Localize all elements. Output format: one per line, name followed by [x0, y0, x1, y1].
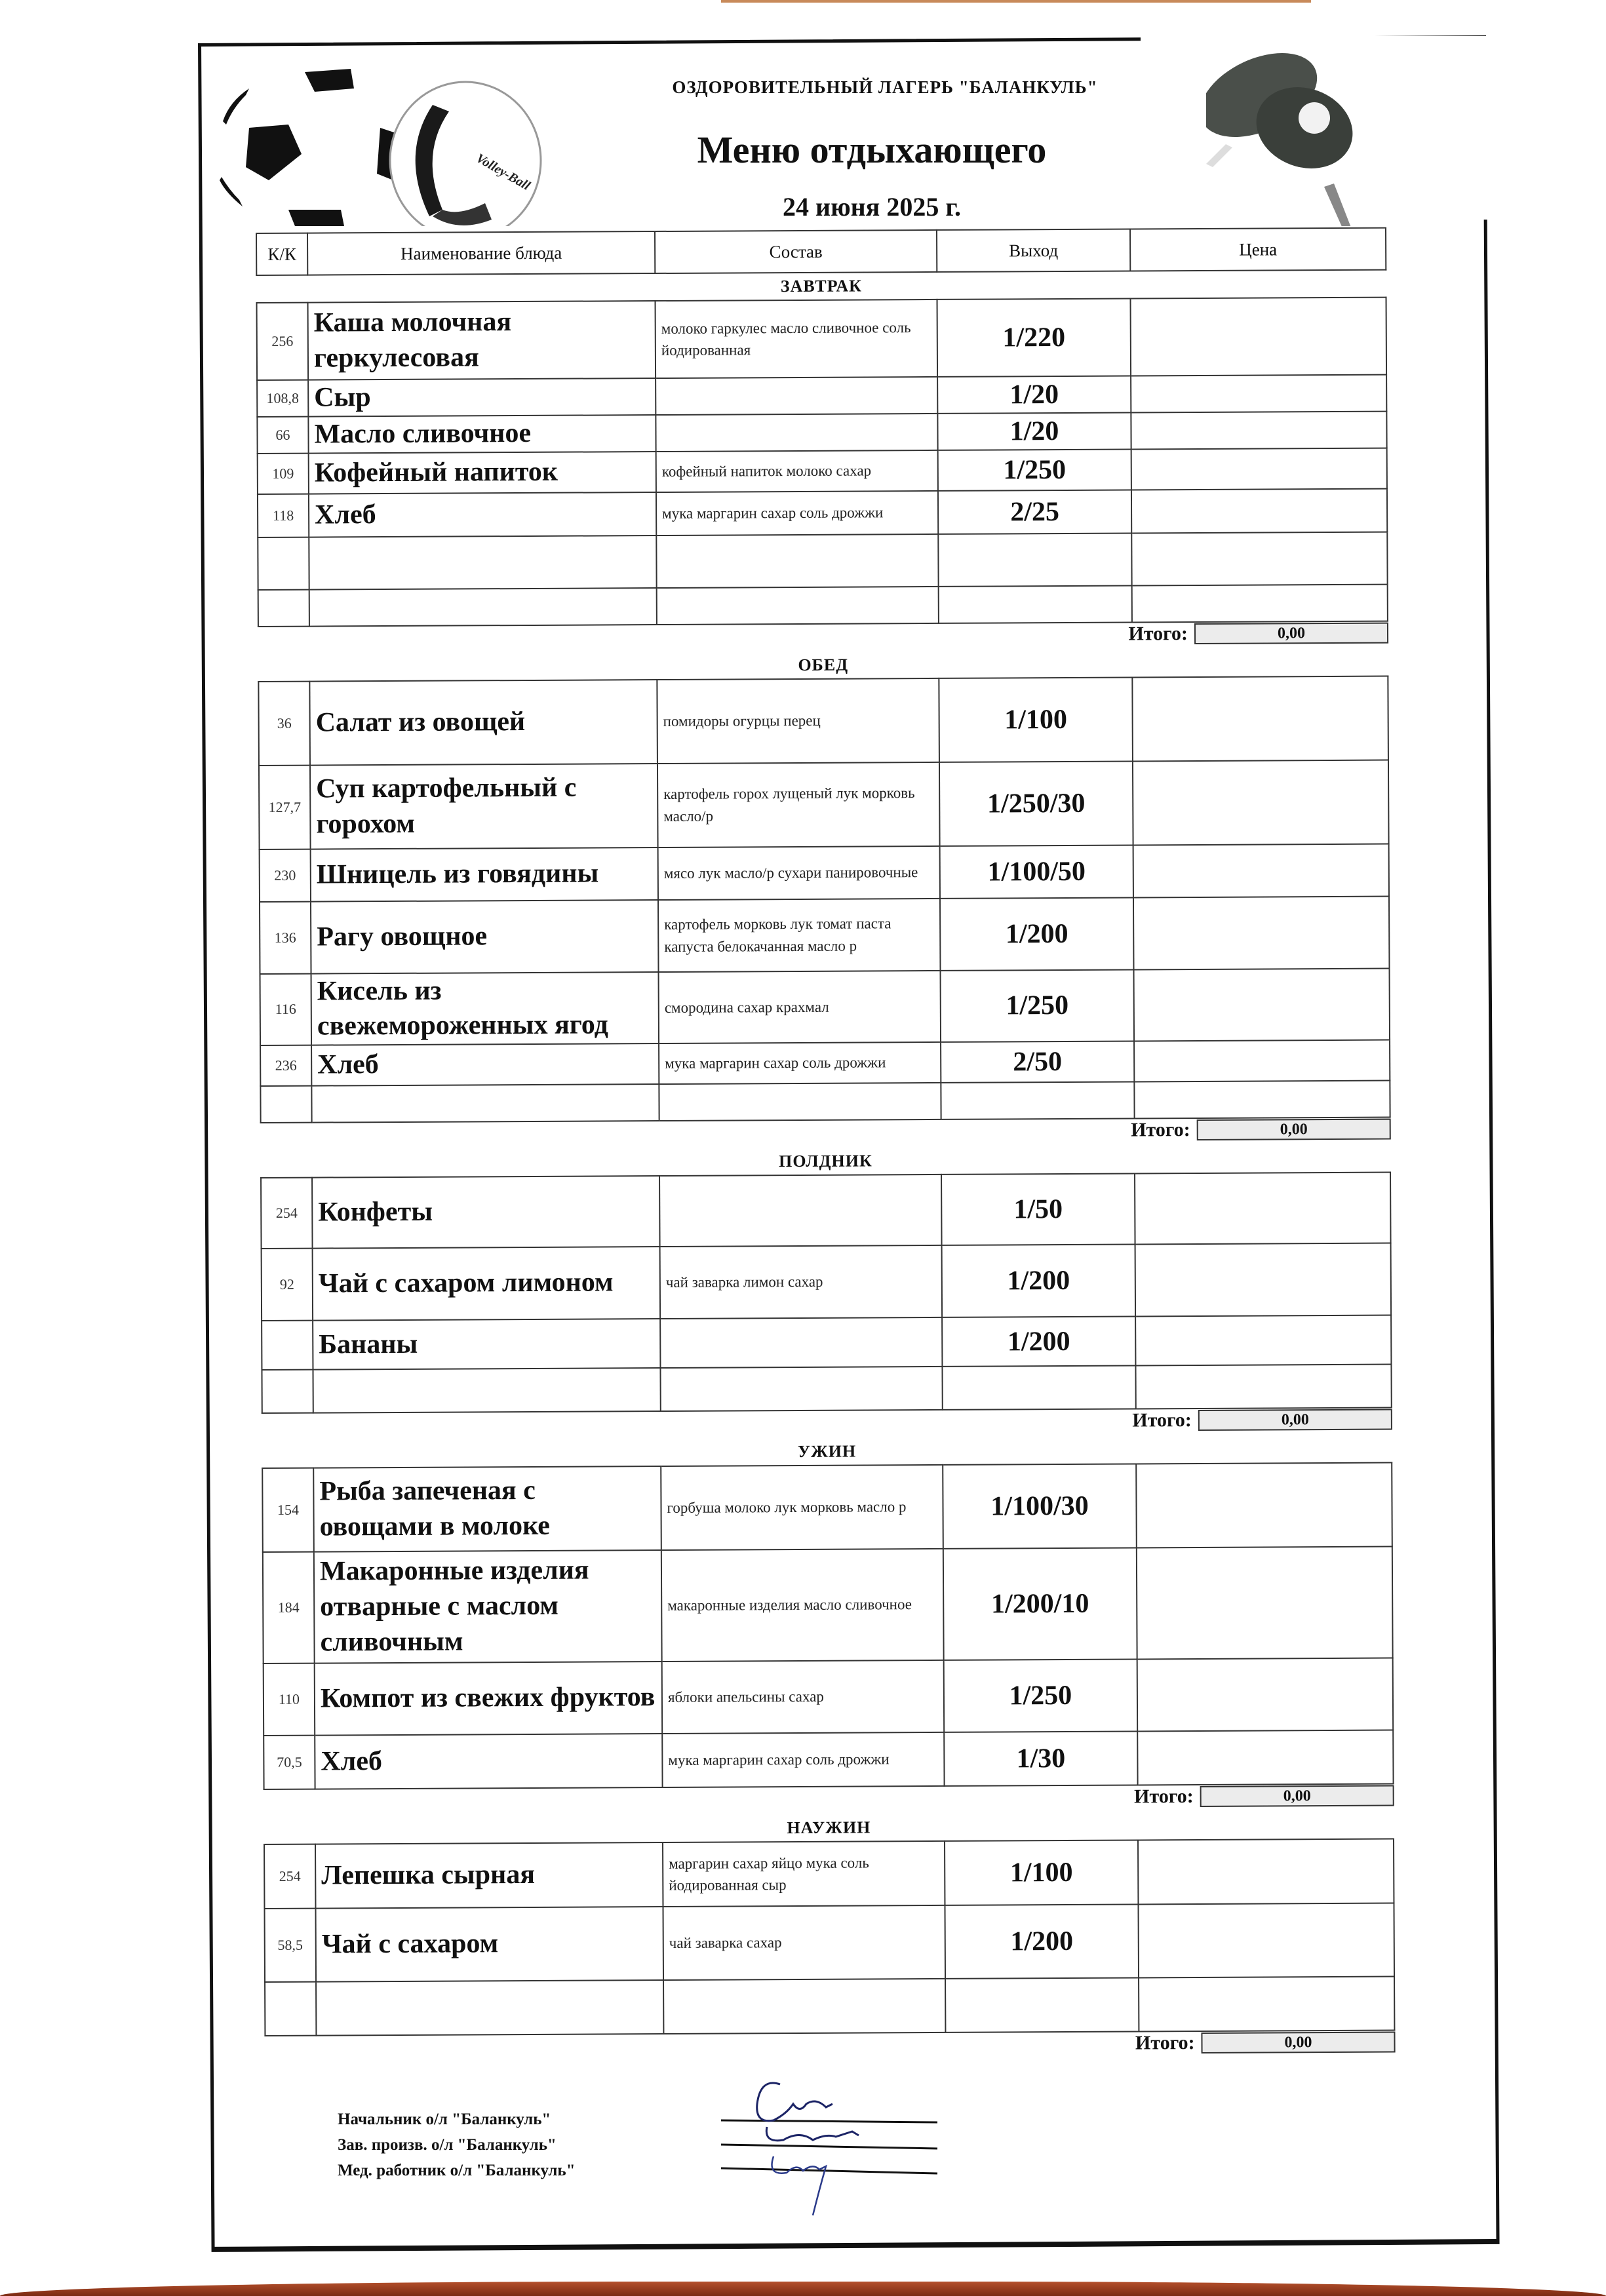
dish-code	[260, 1086, 311, 1123]
dish-code: 230	[260, 849, 311, 901]
dish-composition	[660, 1367, 942, 1411]
dish-composition	[659, 1175, 942, 1247]
dish-code: 154	[262, 1468, 314, 1552]
balls-decoration-icon	[210, 62, 551, 226]
dish-name: Сыр	[308, 378, 656, 416]
dish-price	[1132, 676, 1388, 761]
dish-price	[1133, 896, 1390, 969]
table-row	[258, 676, 1388, 765]
dish-yield: 1/250	[938, 449, 1131, 490]
table-row	[257, 375, 1386, 417]
section-table	[262, 1462, 1394, 1790]
total-value: 0,00	[1200, 1785, 1394, 1807]
col-header-name: Наименование блюда	[307, 231, 655, 275]
dish-price	[1137, 1730, 1393, 1785]
table-row	[258, 584, 1388, 626]
section-title: ОБЕД	[798, 655, 849, 674]
dish-composition: смородина сахар крахмал	[659, 970, 941, 1043]
dish-price	[1131, 488, 1387, 533]
total-label: Итого:	[1134, 1785, 1194, 1808]
dish-yield: 1/200/10	[943, 1547, 1137, 1660]
volleyball-icon	[390, 82, 541, 226]
dish-name: Хлеб	[309, 492, 656, 537]
dish-yield: 1/220	[937, 298, 1131, 376]
dish-name: Хлеб	[315, 1734, 662, 1789]
dish-yield: 1/50	[941, 1173, 1135, 1245]
table-row	[265, 1977, 1394, 2036]
desk-edge-top	[721, 0, 1311, 3]
dish-composition: мука маргарин сахар соль дрожжи	[656, 490, 938, 535]
dish-code: 256	[257, 303, 309, 380]
table-row	[264, 1903, 1394, 1982]
table-row	[260, 1040, 1390, 1086]
dish-code: 36	[258, 681, 310, 765]
dish-yield: 1/30	[944, 1731, 1137, 1785]
dish-name: Кисель из свежемороженных ягод	[311, 972, 659, 1045]
dish-yield: 1/200	[940, 897, 1134, 970]
dish-composition	[657, 586, 939, 624]
table-row	[260, 896, 1390, 973]
signature-label-medic: Мед. работник о/л "Баланкуль"	[338, 2161, 576, 2179]
dish-code: 92	[262, 1249, 313, 1321]
col-header-code: К/К	[256, 233, 307, 275]
dish-price	[1133, 844, 1389, 897]
dish-price	[1137, 1547, 1393, 1660]
dish-name	[311, 1084, 659, 1123]
table-row	[263, 1547, 1393, 1664]
dish-yield: 1/250	[944, 1659, 1138, 1732]
dish-yield: 1/100/30	[943, 1464, 1137, 1548]
dish-code: 70,5	[264, 1736, 315, 1789]
dish-name: Каша молочная геркулесовая	[308, 301, 656, 380]
section-total	[264, 1785, 1394, 1812]
dish-composition: мука маргарин сахар соль дрожжи	[662, 1732, 944, 1787]
dish-yield	[941, 1081, 1134, 1119]
section-total	[258, 621, 1388, 649]
section-title: УЖИН	[797, 1441, 857, 1461]
dish-name	[313, 1368, 660, 1413]
dish-code	[258, 537, 309, 589]
total-value: 0,00	[1194, 622, 1388, 644]
dish-price	[1137, 1658, 1394, 1732]
dish-code	[262, 1370, 313, 1413]
dish-yield: 1/200	[942, 1244, 1136, 1317]
dish-code: 66	[257, 416, 308, 453]
dish-yield: 1/250	[941, 969, 1135, 1042]
dish-yield: 1/100/50	[940, 845, 1133, 898]
dish-price	[1138, 1839, 1394, 1905]
dish-name: Масло сливочное	[308, 415, 656, 453]
dish-price	[1134, 1081, 1390, 1119]
dish-code: 136	[260, 901, 311, 973]
section-total	[264, 2031, 1395, 2059]
dish-price	[1135, 1365, 1391, 1409]
section-table	[256, 297, 1388, 627]
section-title: ПОЛДНИК	[779, 1151, 872, 1171]
dish-price	[1131, 532, 1387, 585]
total-value: 0,00	[1197, 1119, 1391, 1140]
section-title: НАУЖИН	[787, 1818, 871, 1838]
dish-code: 118	[258, 494, 309, 537]
dish-composition	[660, 1317, 942, 1368]
dish-composition: кофейный напиток молоко сахар	[656, 450, 938, 492]
dish-name: Бананы	[313, 1319, 660, 1370]
dish-yield	[939, 585, 1132, 623]
dish-name: Шницель из говядины	[311, 847, 658, 902]
dish-price	[1134, 1040, 1390, 1082]
dish-code	[258, 589, 309, 626]
desk-edge-bottom	[0, 2282, 1606, 2296]
table-row	[260, 844, 1389, 901]
dish-price	[1131, 448, 1387, 490]
table-row	[258, 532, 1387, 589]
dish-composition	[656, 534, 938, 587]
table-row	[261, 1173, 1391, 1249]
dish-composition: мясо лук масло/р сухари панировочные	[658, 846, 940, 899]
col-header-yield: Выход	[937, 229, 1130, 271]
dish-name	[309, 535, 656, 590]
dish-yield: 1/250/30	[939, 761, 1133, 846]
dish-name: Компот из свежих фруктов	[315, 1662, 663, 1736]
table-row	[264, 1658, 1394, 1736]
table-row	[259, 760, 1389, 849]
dish-name: Хлеб	[311, 1043, 659, 1086]
dish-composition: молоко гаркулес масло сливочное соль йодированная	[656, 300, 938, 378]
dish-composition: макаронные изделия масло сливочное	[661, 1549, 944, 1662]
section-table	[260, 1172, 1392, 1414]
table-row	[262, 1243, 1392, 1321]
dish-price	[1136, 1463, 1392, 1548]
dish-composition: мука маргарин сахар соль дрожжи	[659, 1042, 941, 1084]
dish-code: 108,8	[257, 380, 308, 417]
dish-price	[1138, 1903, 1394, 1978]
table-row	[260, 1081, 1390, 1123]
dish-name: Суп картофельный с горохом	[310, 764, 658, 849]
dish-code: 116	[260, 973, 312, 1045]
dish-price	[1135, 1243, 1392, 1317]
menu-sections	[256, 271, 1395, 2059]
dish-code: 236	[260, 1045, 311, 1086]
dish-name: Лепешка сырная	[315, 1842, 663, 1909]
table-row	[264, 1839, 1394, 1909]
table-row	[260, 968, 1390, 1045]
section-total	[262, 1409, 1392, 1436]
dish-composition: чай заварка лимон сахар	[660, 1245, 943, 1319]
dish-composition	[659, 1083, 941, 1121]
table-row	[262, 1365, 1391, 1413]
dish-price	[1139, 1977, 1394, 2032]
handwritten-signatures-icon	[721, 2058, 1049, 2228]
dish-name: Рагу овощное	[311, 900, 659, 974]
table-row	[262, 1463, 1392, 1552]
col-header-composition: Состав	[655, 230, 937, 273]
dish-price	[1135, 1173, 1391, 1245]
dish-composition: яблоки апельсины сахар	[662, 1660, 945, 1734]
dish-price	[1132, 584, 1388, 622]
dish-code: 254	[264, 1844, 315, 1909]
dish-yield	[942, 1365, 1135, 1409]
dish-name: Чай с сахаром	[315, 1907, 663, 1982]
dish-code: 127,7	[259, 765, 311, 849]
dish-yield: 1/200	[942, 1316, 1135, 1366]
dish-composition: помидоры огурцы перец	[657, 678, 939, 763]
total-label: Итого:	[1128, 622, 1188, 645]
total-label: Итого:	[1132, 1409, 1192, 1431]
table-row	[264, 1730, 1393, 1789]
dish-code: 254	[261, 1178, 313, 1249]
dish-yield	[938, 533, 1131, 586]
dish-price	[1135, 1315, 1391, 1366]
column-header-row	[256, 228, 1386, 275]
dish-composition: маргарин сахар яйцо мука соль йодированная сыр	[663, 1841, 945, 1907]
dish-price	[1131, 411, 1386, 449]
dish-price	[1131, 298, 1387, 376]
dish-composition: чай заварка сахар	[663, 1905, 945, 1980]
dish-composition	[656, 414, 937, 452]
table-row	[262, 1315, 1391, 1370]
dish-name: Чай с сахаром лимоном	[313, 1247, 661, 1321]
dish-name	[309, 588, 657, 627]
section-table	[258, 675, 1390, 1123]
table-tennis-paddles-icon	[1206, 36, 1416, 226]
dish-yield	[945, 1977, 1139, 2032]
dish-name: Салат из овощей	[309, 680, 657, 766]
signature-label-director: Начальник о/л "Баланкуль"	[338, 2111, 551, 2128]
page-title: Меню отдыхающего	[697, 128, 1047, 171]
dish-composition	[663, 1979, 945, 2034]
dish-name: Макаронные изделия отварные с маслом сливочным	[314, 1550, 662, 1664]
total-value: 0,00	[1201, 2032, 1395, 2053]
dish-name: Рыба запеченая с овощами в молоке	[313, 1466, 661, 1552]
menu-date: 24 июня 2025 г.	[783, 192, 961, 222]
menu-sheet	[256, 227, 1396, 2064]
section-table	[264, 1839, 1395, 2036]
table-row	[258, 448, 1387, 494]
dish-price	[1131, 375, 1386, 413]
organization-name: ОЗДОРОВИТЕЛЬНЫЙ ЛАГЕРЬ "БАЛАНКУЛЬ"	[672, 77, 1098, 97]
dish-price	[1133, 760, 1389, 845]
total-label: Итого:	[1131, 1119, 1190, 1141]
dish-yield: 1/100	[939, 677, 1133, 762]
table-row	[258, 488, 1387, 537]
dish-yield: 1/20	[937, 376, 1131, 413]
table-row	[257, 411, 1386, 453]
section-title: ЗАВТРАК	[780, 276, 862, 296]
total-value: 0,00	[1198, 1409, 1392, 1431]
dish-composition	[656, 377, 937, 415]
dish-yield: 1/100	[945, 1840, 1138, 1905]
signature-block	[338, 2107, 576, 2183]
dish-composition: картофель горох лущеный лук морковь масло/р	[657, 762, 940, 847]
col-header-price: Цена	[1130, 228, 1386, 271]
dish-code: 110	[264, 1664, 315, 1736]
dish-name: Конфеты	[312, 1176, 660, 1249]
dish-name	[316, 1980, 663, 2036]
dish-code: 109	[258, 453, 309, 494]
dish-composition: горбуша молоко лук морковь масло р	[661, 1465, 943, 1550]
dish-yield: 1/20	[937, 412, 1131, 450]
signature-label-production: Зав. произв. о/л "Баланкуль"	[338, 2135, 557, 2154]
dish-yield: 2/25	[938, 490, 1131, 534]
table-row	[257, 298, 1387, 380]
dish-name: Кофейный напиток	[309, 452, 656, 494]
total-label: Итого:	[1135, 2032, 1195, 2054]
column-header-table	[256, 227, 1386, 276]
dish-yield: 1/200	[945, 1904, 1139, 1978]
dish-code	[265, 1982, 316, 2036]
dish-code: 58,5	[264, 1909, 316, 1982]
dish-code	[262, 1321, 313, 1370]
dish-code: 184	[263, 1552, 315, 1664]
svg-text:Volley-Ball: Volley-Ball	[473, 151, 533, 193]
dish-price	[1134, 968, 1390, 1041]
dish-composition: картофель морковь лук томат паста капуста белокачанная масло р	[658, 898, 941, 971]
section-total	[260, 1118, 1391, 1146]
dish-yield: 2/50	[941, 1041, 1134, 1082]
